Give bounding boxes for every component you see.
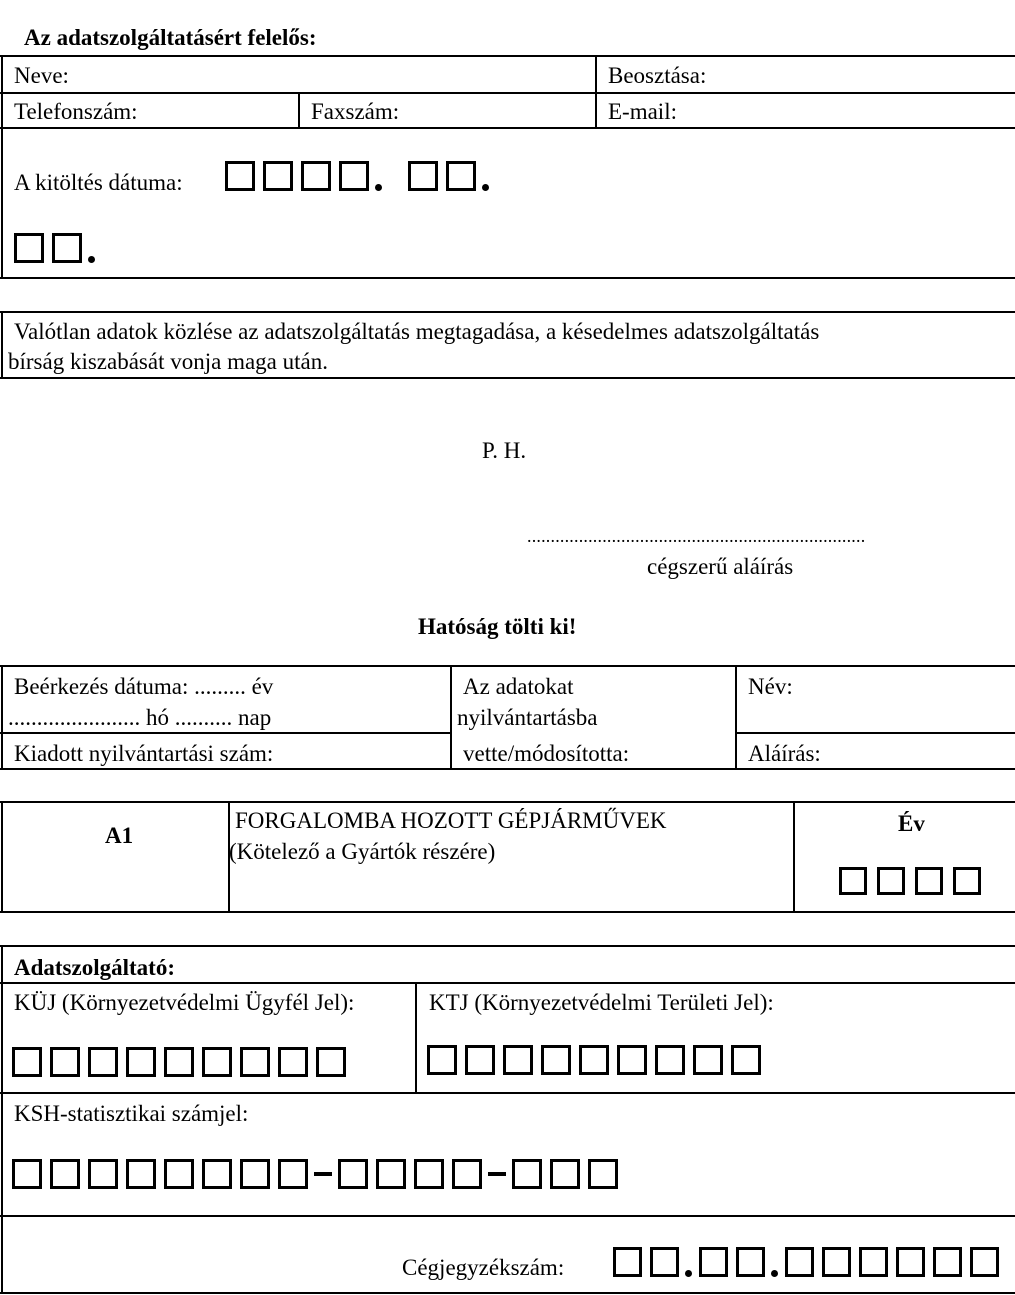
email-label: E-mail: (608, 99, 677, 124)
signature-label: cégszerű aláírás (647, 554, 794, 579)
recorded-line-2: nyilvántartásba (457, 705, 598, 730)
ktj-label: KTJ (Környezetvédelmi Területi Jel): (429, 990, 774, 1015)
responsible-heading: Az adatszolgáltatásért felelős: (24, 25, 317, 50)
warning-line-2: bírság kiszabását vonja maga után. (8, 349, 328, 374)
authority-heading: Hatóság tölti ki! (418, 614, 577, 639)
fill-date-day-boxes[interactable] (14, 233, 95, 263)
authority-name-label: Név: (748, 674, 793, 699)
recorded-line-3: vette/módosította: (463, 741, 630, 766)
form-title: FORGALOMBA HOZOTT GÉPJÁRMŰVEK (235, 808, 667, 833)
recorded-line-1: Az adatokat (463, 674, 574, 699)
provider-heading: Adatszolgáltató: (14, 955, 175, 980)
ksh-label: KSH-statisztikai számjel: (14, 1101, 249, 1126)
form-subtitle: (Kötelező a Gyártók részére) (229, 839, 496, 864)
phone-label: Telefonszám: (14, 99, 138, 124)
fill-date-label: A kitöltés dátuma: (14, 170, 183, 195)
position-label: Beosztása: (608, 63, 707, 88)
name-label: Neve: (14, 63, 69, 88)
place-stamp-label: P. H. (482, 438, 527, 463)
arrival-date-line-2: ....................... hó .......... nap (8, 705, 272, 730)
company-reg-boxes[interactable] (613, 1247, 999, 1277)
year-label: Év (898, 811, 925, 836)
authority-signature-label: Aláírás: (748, 741, 821, 766)
ksh-boxes[interactable] (12, 1159, 618, 1189)
fax-label: Faxszám: (311, 99, 400, 124)
kuj-boxes[interactable] (12, 1047, 346, 1077)
arrival-date-line-1: Beérkezés dátuma: ......... év (14, 674, 274, 699)
year-boxes[interactable] (839, 867, 981, 895)
kuj-label: KÜJ (Környezetvédelmi Ügyfél Jel): (14, 990, 355, 1015)
signature-line: ........................................................................ (527, 526, 866, 546)
company-reg-label: Cégjegyzékszám: (402, 1255, 565, 1280)
ktj-boxes[interactable] (427, 1045, 761, 1075)
form-code: A1 (105, 823, 134, 848)
reg-number-label: Kiadott nyilvántartási szám: (14, 741, 274, 766)
fill-date-boxes[interactable] (225, 161, 489, 191)
warning-line-1: Valótlan adatok közlése az adatszolgáltatás megtagadása, a késedelmes adatszolgáltatás (14, 319, 820, 344)
